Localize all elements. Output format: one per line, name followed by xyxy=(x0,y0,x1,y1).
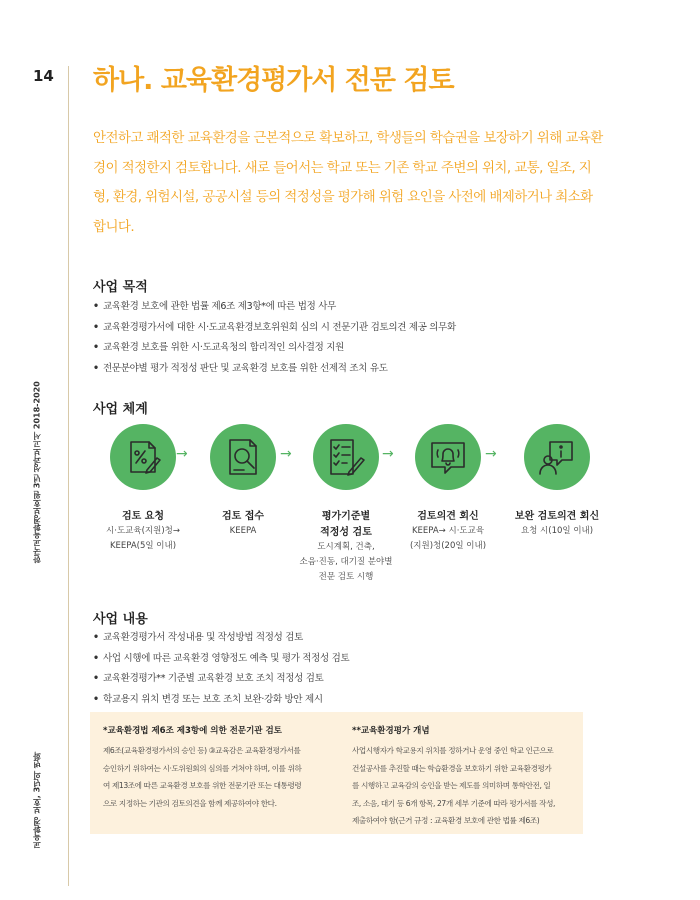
list-item: • 교육환경평가서 작성내용 및 작성방법 적정성 검토 xyxy=(93,632,304,643)
process-flow xyxy=(88,424,628,594)
document-search-icon xyxy=(222,436,264,478)
step-detail: 시·도교육(지원)청→ xyxy=(106,526,180,536)
list-item: • 사업 시행에 따른 교육환경 영향정도 예측 및 평가 적정성 검토 xyxy=(93,652,350,664)
step-detail: KEEPA→ 시·도교육 xyxy=(411,526,485,536)
step-detail: 요청 시(10일 이내) xyxy=(520,526,594,536)
margin-divider xyxy=(68,66,69,886)
purpose-heading: 사업 목적 xyxy=(93,280,148,295)
page-title: 하나. 교육환경평가서 전문 검토 xyxy=(93,65,454,96)
list-item: • 교육환경 보호를 위한 시·도교육청의 합리적인 의사결정 지원 xyxy=(93,342,344,353)
step-label: 보완 검토의견 회신 xyxy=(514,511,600,522)
footnote-body: 제6조(교육환경평가서의 승인 등) ③교육감은 교육환경평가서를 승인하기 위하여는 시·도위원회의 심의를 거쳐야 하며, 이를 위하 여 제13조에 따른 교육환경 보호를 위한 전문기관 또는 대통령령 으로 지정하는 기관의 검토의견을 함께 제공하여야 한다. xyxy=(103,746,302,808)
process-step-reply xyxy=(393,424,503,554)
info-chat-icon xyxy=(536,436,578,478)
system-heading: 사업 체계 xyxy=(93,402,148,417)
step-circle xyxy=(110,424,176,490)
step-circle xyxy=(415,424,481,490)
step-label: 검토 요청 xyxy=(121,511,165,522)
process-step-receipt xyxy=(188,424,298,539)
arrow-icon: → xyxy=(280,446,292,462)
document-pen-icon xyxy=(122,436,164,478)
step-label: 평가기준별 xyxy=(321,511,371,522)
report-running-title: 한국교육환경보호원 3년 성과보고서 2018-2020 xyxy=(32,381,42,563)
alarm-bell-icon xyxy=(427,436,469,478)
arrow-icon: → xyxy=(485,446,497,462)
list-item: • 전문분야별 평가 적정성 판단 및 교육환경 보호를 위한 선제적 조치 유도 xyxy=(93,362,388,374)
checklist-icon xyxy=(325,436,367,478)
footnote-title: **교육환경평가 개념 xyxy=(352,726,430,736)
content-heading: 사업 내용 xyxy=(93,612,148,627)
footnote-body: 사업시행자가 학교용지 위치를 정하거나 운영 중인 학교 인근으로 건설공사를 추진할 때는 학습환경을 보호하기 위한 교육환경평가 를 시행하고 교육감의 승인을 받는 제도를 의미하며 통학안전, 일 조, 소음, 대기 등 6개 항목, 27개 세부 기준에 따라 평가서를 작성, 제출하여야 함(근거 규정 : 교육환경 보호에 관한 법률 제6조) xyxy=(352,746,556,825)
arrow-icon: → xyxy=(382,446,394,462)
purpose-list xyxy=(93,297,613,379)
page-number: 14 xyxy=(33,67,54,85)
process-step-supplement xyxy=(498,424,616,539)
content-list xyxy=(93,628,613,710)
list-item: • 교육환경평가** 기준별 교육환경 보호 조치 적정성 검토 xyxy=(93,673,324,684)
step-label: 적정성 검토 xyxy=(320,527,372,538)
step-detail: 소음·진동, 대기질 분야별 xyxy=(299,557,393,567)
step-detail: KEEPA xyxy=(229,526,257,536)
footnote-box xyxy=(90,712,583,834)
arrow-icon: → xyxy=(176,446,188,462)
step-detail: 도시계획, 건축, xyxy=(317,542,375,552)
footnote-title: *교육환경법 제6조 제3항에 의한 전문기관 검토 xyxy=(103,726,282,736)
footnote-concept xyxy=(352,724,580,830)
step-detail: (지원)청(20일 이내) xyxy=(409,541,487,551)
step-detail: KEEPA(5일 이내) xyxy=(109,541,177,551)
step-label: 검토의견 회신 xyxy=(417,511,479,522)
intro-paragraph: 안전하고 쾌적한 교육환경을 근본적으로 확보하고, 학생들의 학습권을 보장하기 위해 교육환경이 적정한지 검토합니다. 새로 들어서는 학교 또는 기존 학교 주변의 위치, 교통, 일조, 지형, 환경, 위험시설, 공공시설 등의 적정성을 평가해 위험 요인을 사전에 배제하거나 최소화합니다. xyxy=(93,130,603,235)
footnote-law xyxy=(103,724,323,812)
step-circle xyxy=(313,424,379,490)
list-item: • 학교용지 위치 변경 또는 보호 조치 보완·강화 방안 제시 xyxy=(93,693,323,705)
chapter-running-title: 교육환경 보호, 3년의 변화 xyxy=(32,752,42,850)
step-detail: 전문 검토 시행 xyxy=(318,572,374,582)
list-item: • 교육환경 보호에 관한 법률 제6조 제3항*에 따른 법정 사무 xyxy=(93,301,336,312)
list-item: • 교육환경평가서에 대한 시·도교육환경보호위원회 심의 시 전문기관 검토의견 제공 의무화 xyxy=(93,321,456,333)
process-step-request xyxy=(88,424,198,554)
step-label: 검토 접수 xyxy=(221,511,265,522)
step-circle xyxy=(524,424,590,490)
step-circle xyxy=(210,424,276,490)
